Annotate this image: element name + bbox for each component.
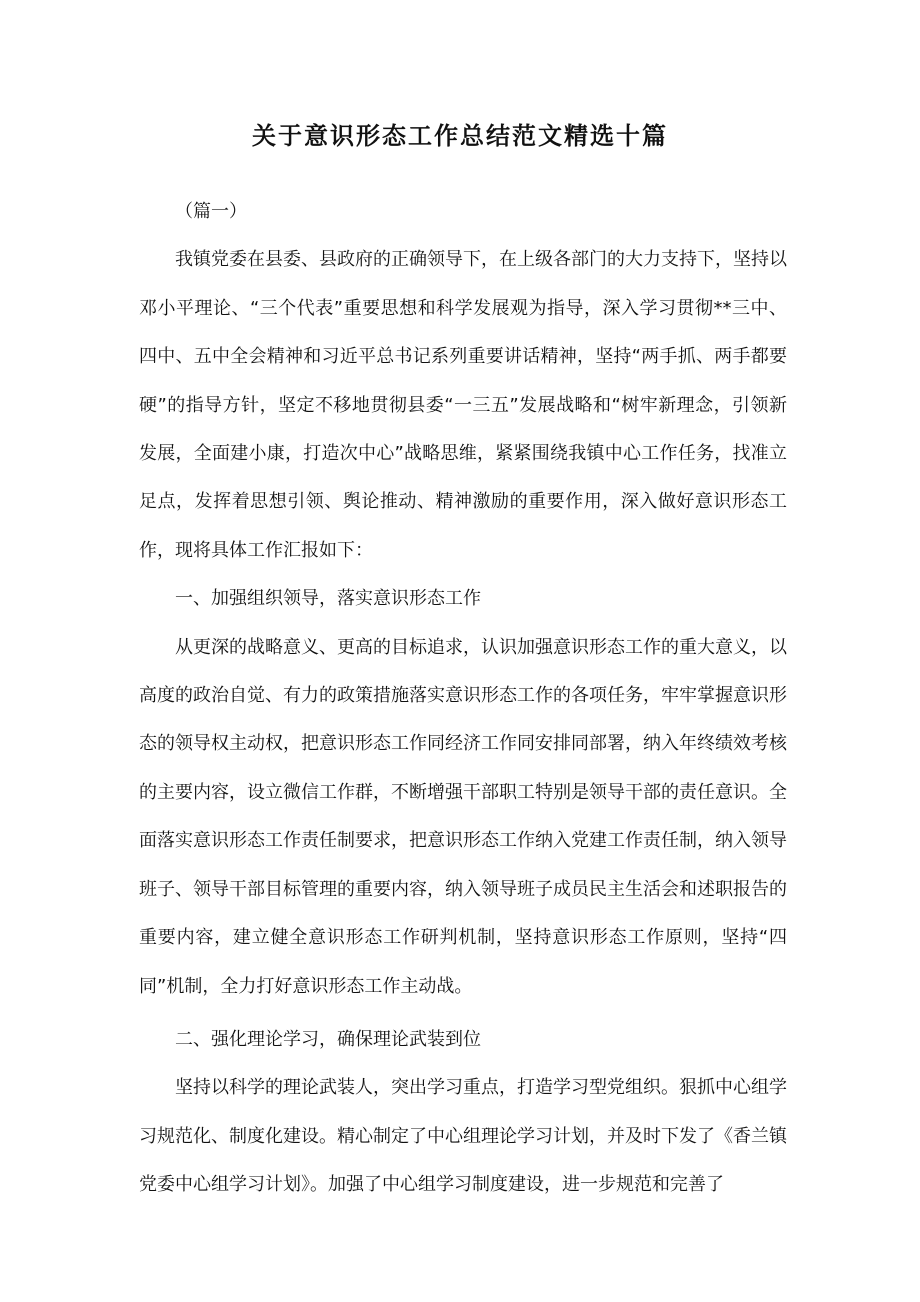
section-label: （篇一） [175,201,247,222]
heading-1: 一、加强组织领导，落实意识形态工作 [175,588,481,610]
paragraph-2: 坚持以科学的理论武装人，突出学习重点，打造学习型党组织。狠抓中心组学习规范化、制度化建设。精心制定了中心组理论学习计划，并及时下发了《香兰镇党委中心组学习计划》。加强了中心组学习制度建设，进一步规范和完善了 [139,1077,787,1196]
document-body [139,188,787,1210]
paragraph-1: 从更深的战略意义、更高的目标追求，认识加强意识形态工作的重大意义，以高度的政治自觉、有力的政策措施落实意识形态工作的各项任务，牢牢掌握意识形态的领导权主动权，把意识形态工作同经济工作同安排同部署，纳入年终绩效考核的主要内容，设立微信工作群，不断增强干部职工特别是领导干部的责任意识。全面落实意识形态工作责任制要求，把意识形态工作纳入党建工作责任制，纳入领导班子、领导干部目标管理的重要内容，纳入领导班子成员民主生活会和述职报告的重要内容，建立健全意识形态工作研判机制，坚持意识形态工作原则，坚持“四同”机制，全力打好意识形态工作主动战。 [139,636,787,997]
intro-paragraph: 我镇党委在县委、县政府的正确领导下，在上级各部门的大力支持下，坚持以邓小平理论、“三个代表”重要思想和科学发展观为指导，深入学习贯彻**三中、四中、五中全会精神和习近平总书记系列重要讲话精神，坚持“两手抓、两手都要硬”的指导方针，坚定不移地贯彻县委“一三五”发展战略和“树牢新理念，引领新发展，全面建小康，打造次中心”战略思维，紧紧围绕我镇中心工作任务，找准立足点，发挥着思想引领、舆论推动、精神激励的重要作用，深入做好意识形态工作，现将具体工作汇报如下： [139,249,787,561]
document-title: 关于意识形态工作总结范文精选十篇 [252,121,668,150]
heading-2: 二、强化理论学习，确保理论武装到位 [175,1028,481,1050]
